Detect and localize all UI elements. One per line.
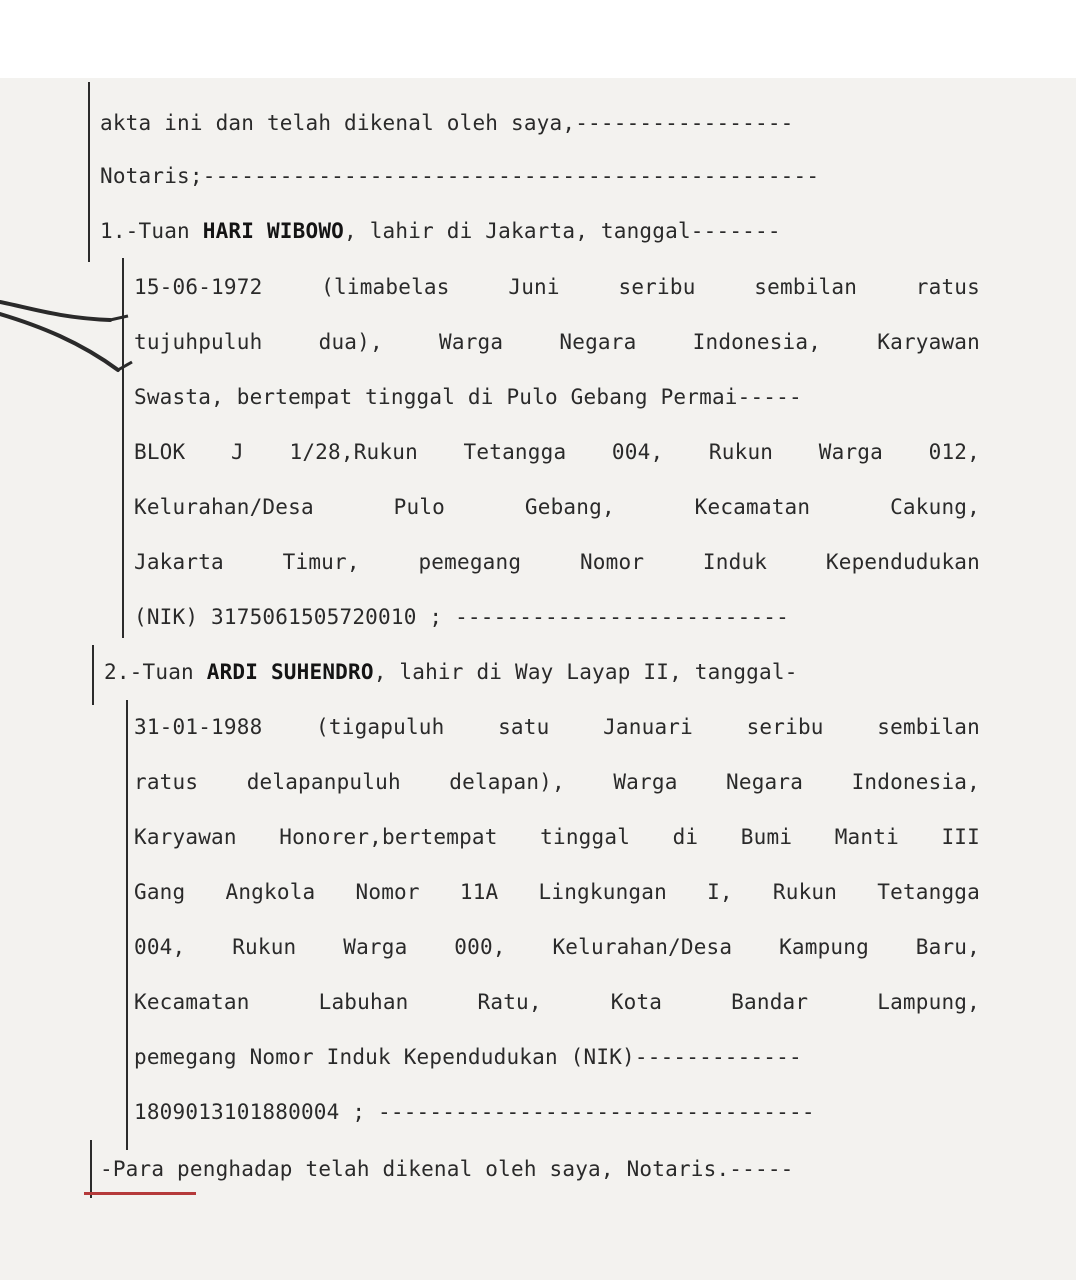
nik-line-1: (NIK) 3175061505720010 ; -------------------------- [134,605,789,629]
nik-line-2: 1809013101880004 ; ---------------------------------- [134,1100,815,1124]
margin-rule-bottom [90,1140,92,1198]
margin-rule-item2-start [92,645,94,705]
text-line: Karyawan Honorer,bertempat tinggal di Bumi Manti III [134,825,980,849]
text-line: Gang Angkola Nomor 11A Lingkungan I, Rukun Tetangga [134,880,980,904]
text-line: Jakarta Timur, pemegang Nomor Induk Kependudukan [134,550,980,574]
text-line: Kecamatan Labuhan Ratu, Kota Bandar Lampung, [134,990,980,1014]
text-line: 31-01-1988 (tigapuluh satu Januari seribu sembilan [134,715,980,739]
text-line: 004, Rukun Warga 000, Kelurahan/Desa Kampung Baru, [134,935,980,959]
party-2-suffix: , lahir di Way Layap II, tanggal- [373,660,798,684]
party-1-name: HARI WIBOWO [202,219,345,243]
party-2-prefix: 2.-Tuan [104,660,207,684]
text-line: pemegang Nomor Induk Kependudukan (NIK)------------- [134,1045,802,1069]
pen-stroke-mark [0,290,140,410]
text-line: akta ini dan telah dikenal oleh saya,----------------- [100,111,794,135]
party-2-heading [104,659,980,685]
margin-rule-top [88,82,90,262]
party-1-prefix: 1.-Tuan [100,219,203,243]
text-line: tujuhpuluh dua), Warga Negara Indonesia, Karyawan [134,330,980,354]
red-underline-mark [84,1192,196,1195]
text-line: BLOK J 1/28,Rukun Tetangga 004, Rukun Warga 012, [134,440,980,464]
text-line: 15-06-1972 (limabelas Juni seribu sembilan ratus [134,275,980,299]
text-line: Kelurahan/Desa Pulo Gebang, Kecamatan Cakung, [134,495,980,519]
text-line: Notaris;------------------------------------------------ [100,164,820,188]
party-2-name: ARDI SUHENDRO [206,660,374,684]
party-1-suffix: , lahir di Jakarta, tanggal------- [344,219,781,243]
party-1-heading [100,218,980,244]
text-line: Swasta, bertempat tinggal di Pulo Gebang Permai----- [134,385,802,409]
margin-rule-item2 [126,700,128,1150]
text-line: ratus delapanpuluh delapan), Warga Negara Indonesia, [134,770,980,794]
closing-line: -Para penghadap telah dikenal oleh saya, Notaris.----- [100,1157,794,1181]
